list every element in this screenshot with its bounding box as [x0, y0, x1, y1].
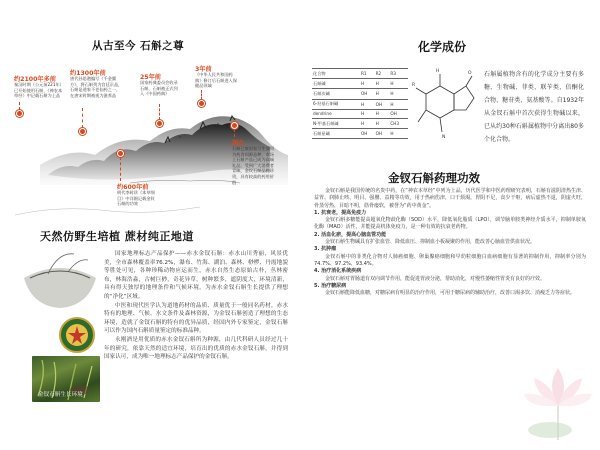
table-cell: 石斛星碱	[312, 129, 360, 139]
timeline-text-5: 石斛已被国家卫生部列为药食同源品种，市场上石斛产品已成为高端礼品，受到广大消费者青睐，金钗石斛品种珍贵，具有较高的药用价值	[232, 146, 274, 185]
table-row	[312, 69, 408, 79]
chemistry-description: 石斛属植物含有的化学成分主要有多糖、生物碱、菲类、联苄类、倍酮化合物、糖苷类、氨基酸等。自1932年从金钗石斛中首次获得生物碱以来，已从约30种石斛属植物中分离出80多个化合物。	[484, 71, 584, 143]
table-cell: R2	[375, 69, 390, 79]
table-cell: OH	[375, 99, 390, 109]
table-cell: H	[389, 99, 408, 109]
table-cell: R3	[389, 69, 408, 79]
history-title: 从古至今 石斛之尊	[92, 40, 185, 52]
effect-2-text: 金钗石斛生物碱具有扩张血管、降低血压、抑制血小板凝聚的作用，能改善心脑血管供血状况。	[325, 239, 536, 246]
table-cell: OH	[360, 89, 375, 99]
timeline-connector-4	[201, 90, 202, 100]
timeline-text-3: 国家药典委员会收录石斛，石斛被正式列入《中国药典》	[140, 80, 178, 97]
table-row	[312, 79, 408, 89]
timeline-connector-2	[82, 108, 83, 128]
table-cell: H	[360, 109, 375, 118]
table-cell: H	[375, 89, 390, 99]
ink-bowl-illustration	[18, 248, 102, 310]
timeline-label-3: 25年前	[140, 74, 161, 81]
effect-3-text: 金钗石斛中的菲类化合物对人肺癌细胞、卵巢腺癌细胞和早幼粒细胞白血病细胞有显著的抑制作用，抑制率分别为74.7%、97.2%、93.4%。	[314, 253, 586, 267]
table-row	[312, 109, 408, 118]
table-cell: H	[389, 129, 408, 139]
timeline-text-2: 唐代孙思邈编写《千金翼方》，将石斛列为宫廷贡品，石斛是道家不老仙药之一，在唐宋时期被视为滋养品	[70, 76, 123, 98]
lotus-flower-illustration	[520, 360, 596, 446]
table-cell: CH3	[389, 118, 408, 128]
timeline-connector-6	[120, 157, 121, 181]
timeline-label-1: 约2100年多前	[14, 76, 56, 83]
timeline-text-4: 《中华人民共和国药典》修订后石斛进入保健品领域	[195, 72, 237, 89]
cultivation-paragraph-1: 国家地理标志产品保护——赤水金钗石斛：赤水山川秀丽，风景优美，全市森林覆盖率76.2%，瀑布、竹海、湖泊、森林、桫椤、丹霞地貌等胜处可见，各种珍稀动物应运而生，赤水自然生态原始古朴，丛林密布，林海浩淼，古树巨桫，奇花异草，树种繁多，遮阴度大，环境清新，具有得天独厚的地理条件和气候环境，为赤水金钗石斛生长提供了理想的“净化”区域。	[104, 251, 288, 300]
effect-4-heading: 4. 治疗消化系统疾病	[314, 268, 362, 275]
table-cell: 6-羟基石斛碱	[312, 99, 360, 109]
timeline-connector-5	[234, 129, 235, 137]
table-cell: OH	[360, 129, 375, 139]
table-cell: OH	[389, 109, 408, 118]
svg-text:O: O	[468, 71, 472, 76]
table-cell: H	[389, 89, 408, 99]
table-row	[312, 89, 408, 99]
effect-4-text: 金钗石斛对胃肠道有双向调节作用，能促进胃液分泌，帮助消化，对慢性萎缩性胃炎有良好的疗效。	[325, 275, 546, 282]
effect-3-heading: 3. 抗肿瘤	[314, 246, 337, 253]
cultivation-paragraph-2: 中医和现代医学认为道地药材的品质、质量优于一般同名药材。赤水特有的地理、气候、水文条件及森林资源，为金钗石斛创造了理想的生态环境，造就了金钗石斛的特有的优异品质，经国内外专家鉴定，金钗石斛可以作为国内石斛质量鉴定的标准品种。	[104, 302, 288, 335]
timeline-connector-3	[159, 104, 160, 120]
svg-text:H: H	[436, 69, 440, 74]
effect-2-heading: 2. 活血化瘀，提高心脑血管功能	[314, 231, 387, 238]
table-cell: H	[375, 109, 390, 118]
pharmacology-intro: 金钗石斛是我国传统的名贵中药，在“神农本草经”中列为上品，历代医学和中医药理研究表明，石斛有滋阴清热生津、益胃、润肺止咳、明目、强腰、益精等功效，用于热病伤津，口干烦渴，胃阴不足，食少干呕，病后虚热不退，阴虚火旺，骨蒸劳热，目暗不明，筋骨痿软，被誉为“药中黄金”。	[314, 188, 586, 209]
cultivation-text	[104, 250, 288, 362]
table-cell: N-甲基石斛碱	[312, 118, 360, 128]
table-cell: 石斛次碱	[312, 89, 360, 99]
table-cell: H	[360, 118, 375, 128]
timeline-connector-1	[19, 102, 20, 110]
effect-5-text: 金钗石斛能降低血糖，对糖尿病有明显的治疗作用，可用于糖尿病的辅助治疗，改善口渴多饮、消瘦乏力等症状。	[325, 290, 576, 297]
table-cell: H	[360, 99, 375, 109]
table-cell: H	[360, 79, 375, 89]
timeline-dot-2	[79, 128, 86, 135]
timeline-label-2: 约1300年前	[70, 70, 106, 77]
timeline-label-6: 约600年前	[117, 184, 149, 191]
geographic-indication-badge	[58, 316, 96, 354]
timeline-dot-4	[198, 100, 205, 107]
table-cell: R1	[360, 69, 375, 79]
table-cell: 化合物	[312, 69, 360, 79]
cultivation-paragraph-3: 永刚酒是用优质的赤水金钗石斛所为种源，由几代科研人员经过几十年的研究，依靠天然的适宜环境，培育出的优质的赤水金钗石斛，并得到国家认可，成为唯一地理标志产品保护的金钗石斛。	[104, 336, 288, 361]
timeline-label-4: 3年前	[195, 66, 212, 73]
pharmacology-title: 金钗石斛药理功效	[388, 171, 480, 185]
svg-text:N: N	[442, 135, 446, 140]
table-row	[312, 118, 408, 128]
timeline-dot-5	[231, 122, 238, 129]
table-cell: 石斛碱	[312, 79, 360, 89]
dendrobine-structure-diagram	[412, 64, 478, 146]
table-row	[312, 129, 408, 139]
table-cell: H	[389, 79, 408, 89]
pharmacology-text	[314, 188, 586, 297]
timeline-dot-1	[16, 110, 23, 117]
timeline-dot-6	[117, 150, 124, 157]
table-cell: H	[375, 79, 390, 89]
timeline-text-1: 秦汉时期（公元前221年）已开始使用石斛，《神农本草经》中记载石斛为上品	[14, 82, 64, 99]
effect-1-heading: 1. 抗衰老，提高免疫力	[314, 209, 367, 216]
effect-1-text: 金钗石斛多糖能提高超氧化物歧化酶（SOD）水平，降低氧化脂质（LPO），调节脑单胺类神经介质水平，抑制单胺氧化酶（MAO）活性，并能提高机体免疫力，是一种有效的抗衰老药物。	[314, 217, 586, 231]
effect-5-heading: 5. 治疗糖尿病	[314, 282, 347, 289]
chemistry-title: 化学成份	[418, 40, 467, 54]
alkaloid-table	[312, 68, 408, 139]
timeline-label-5: 现在	[232, 140, 245, 147]
timeline-dot-3	[156, 120, 163, 127]
table-cell: dendrine	[312, 109, 360, 118]
table-cell: OH	[375, 129, 390, 139]
table-cell: H	[375, 118, 390, 128]
cultivation-title: 天然仿野生培植 蔗材纯正地道	[40, 230, 194, 243]
svg-text:R: R	[412, 83, 416, 88]
timeline-text-6: 明代李时珍《本草纲目》中详细记载金钗石斛的功效	[117, 190, 155, 207]
photo-caption: 金钗石斛生长环境	[38, 392, 83, 398]
table-row	[312, 99, 408, 109]
